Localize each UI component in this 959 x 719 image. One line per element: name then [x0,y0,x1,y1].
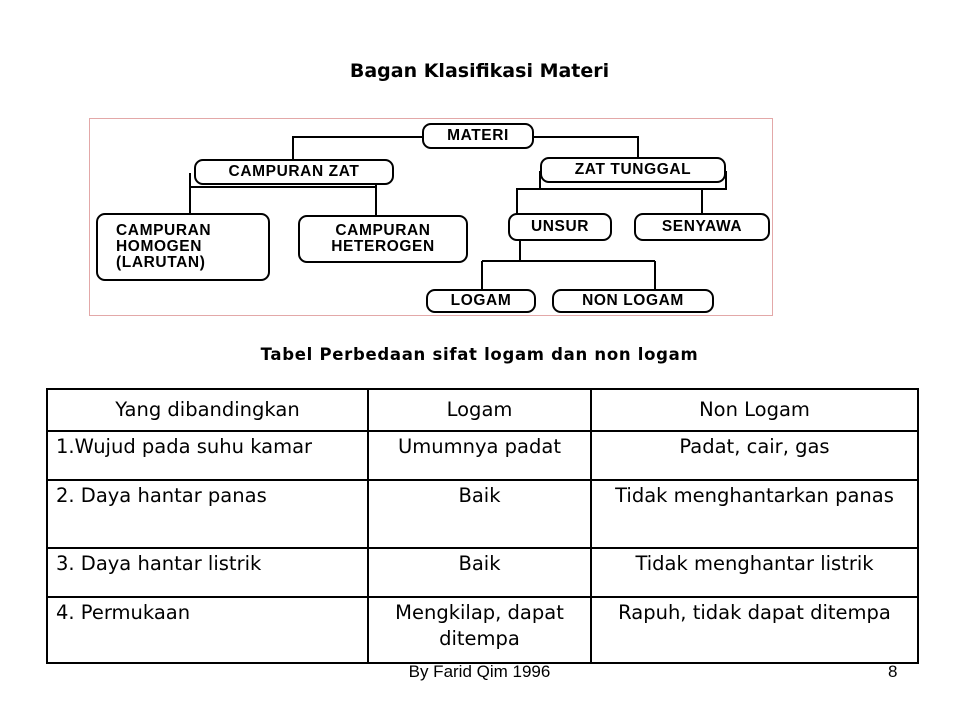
table-cell: Tidak menghantar listrik [591,548,918,597]
comparison-table [46,388,919,664]
node-campuran-heterogen: CAMPURAN HETEROGEN [298,215,468,263]
footer-credit: By Farid Qim 1996 [408,662,551,681]
table-cell: Mengkilap, dapat ditempa [368,597,591,663]
table-cell: 3. Daya hantar listrik [47,548,368,597]
table-cell: Umumnya padat [368,431,591,480]
node-logam: LOGAM [426,289,536,313]
table-cell: Baik [368,480,591,548]
table-row [47,548,918,597]
node-non-logam: NON LOGAM [552,289,714,313]
classification-diagram [89,118,773,316]
node-zat-tunggal: ZAT TUNGGAL [540,157,726,183]
header-cell: Yang dibandingkan [47,389,368,431]
table-cell: 4. Permukaan [47,597,368,663]
table-cell: Baik [368,548,591,597]
table-row [47,431,918,480]
table-cell: Tidak menghantarkan panas [591,480,918,548]
table-cell: 1.Wujud pada suhu kamar [47,431,368,480]
page-number: 8 [888,662,898,681]
table-caption: Tabel Perbedaan sifat logam dan non logam [260,345,699,364]
node-campuran-zat: CAMPURAN ZAT [194,159,394,185]
node-campuran-homogen: CAMPURAN HOMOGEN (LARUTAN) [96,213,270,281]
table-cell: Rapuh, tidak dapat ditempa [591,597,918,663]
table-cell: Padat, cair, gas [591,431,918,480]
node-senyawa: SENYAWA [634,213,770,241]
header-cell: Logam [368,389,591,431]
table-cell: 2. Daya hantar panas [47,480,368,548]
table-row [47,597,918,663]
table-header-row [47,389,918,431]
node-materi: MATERI [422,123,534,149]
page-title: Bagan Klasifikasi Materi [349,60,610,82]
header-cell: Non Logam [591,389,918,431]
connector-tunggal-left [517,171,540,215]
node-unsur: UNSUR [508,213,612,241]
table-row [47,480,918,548]
